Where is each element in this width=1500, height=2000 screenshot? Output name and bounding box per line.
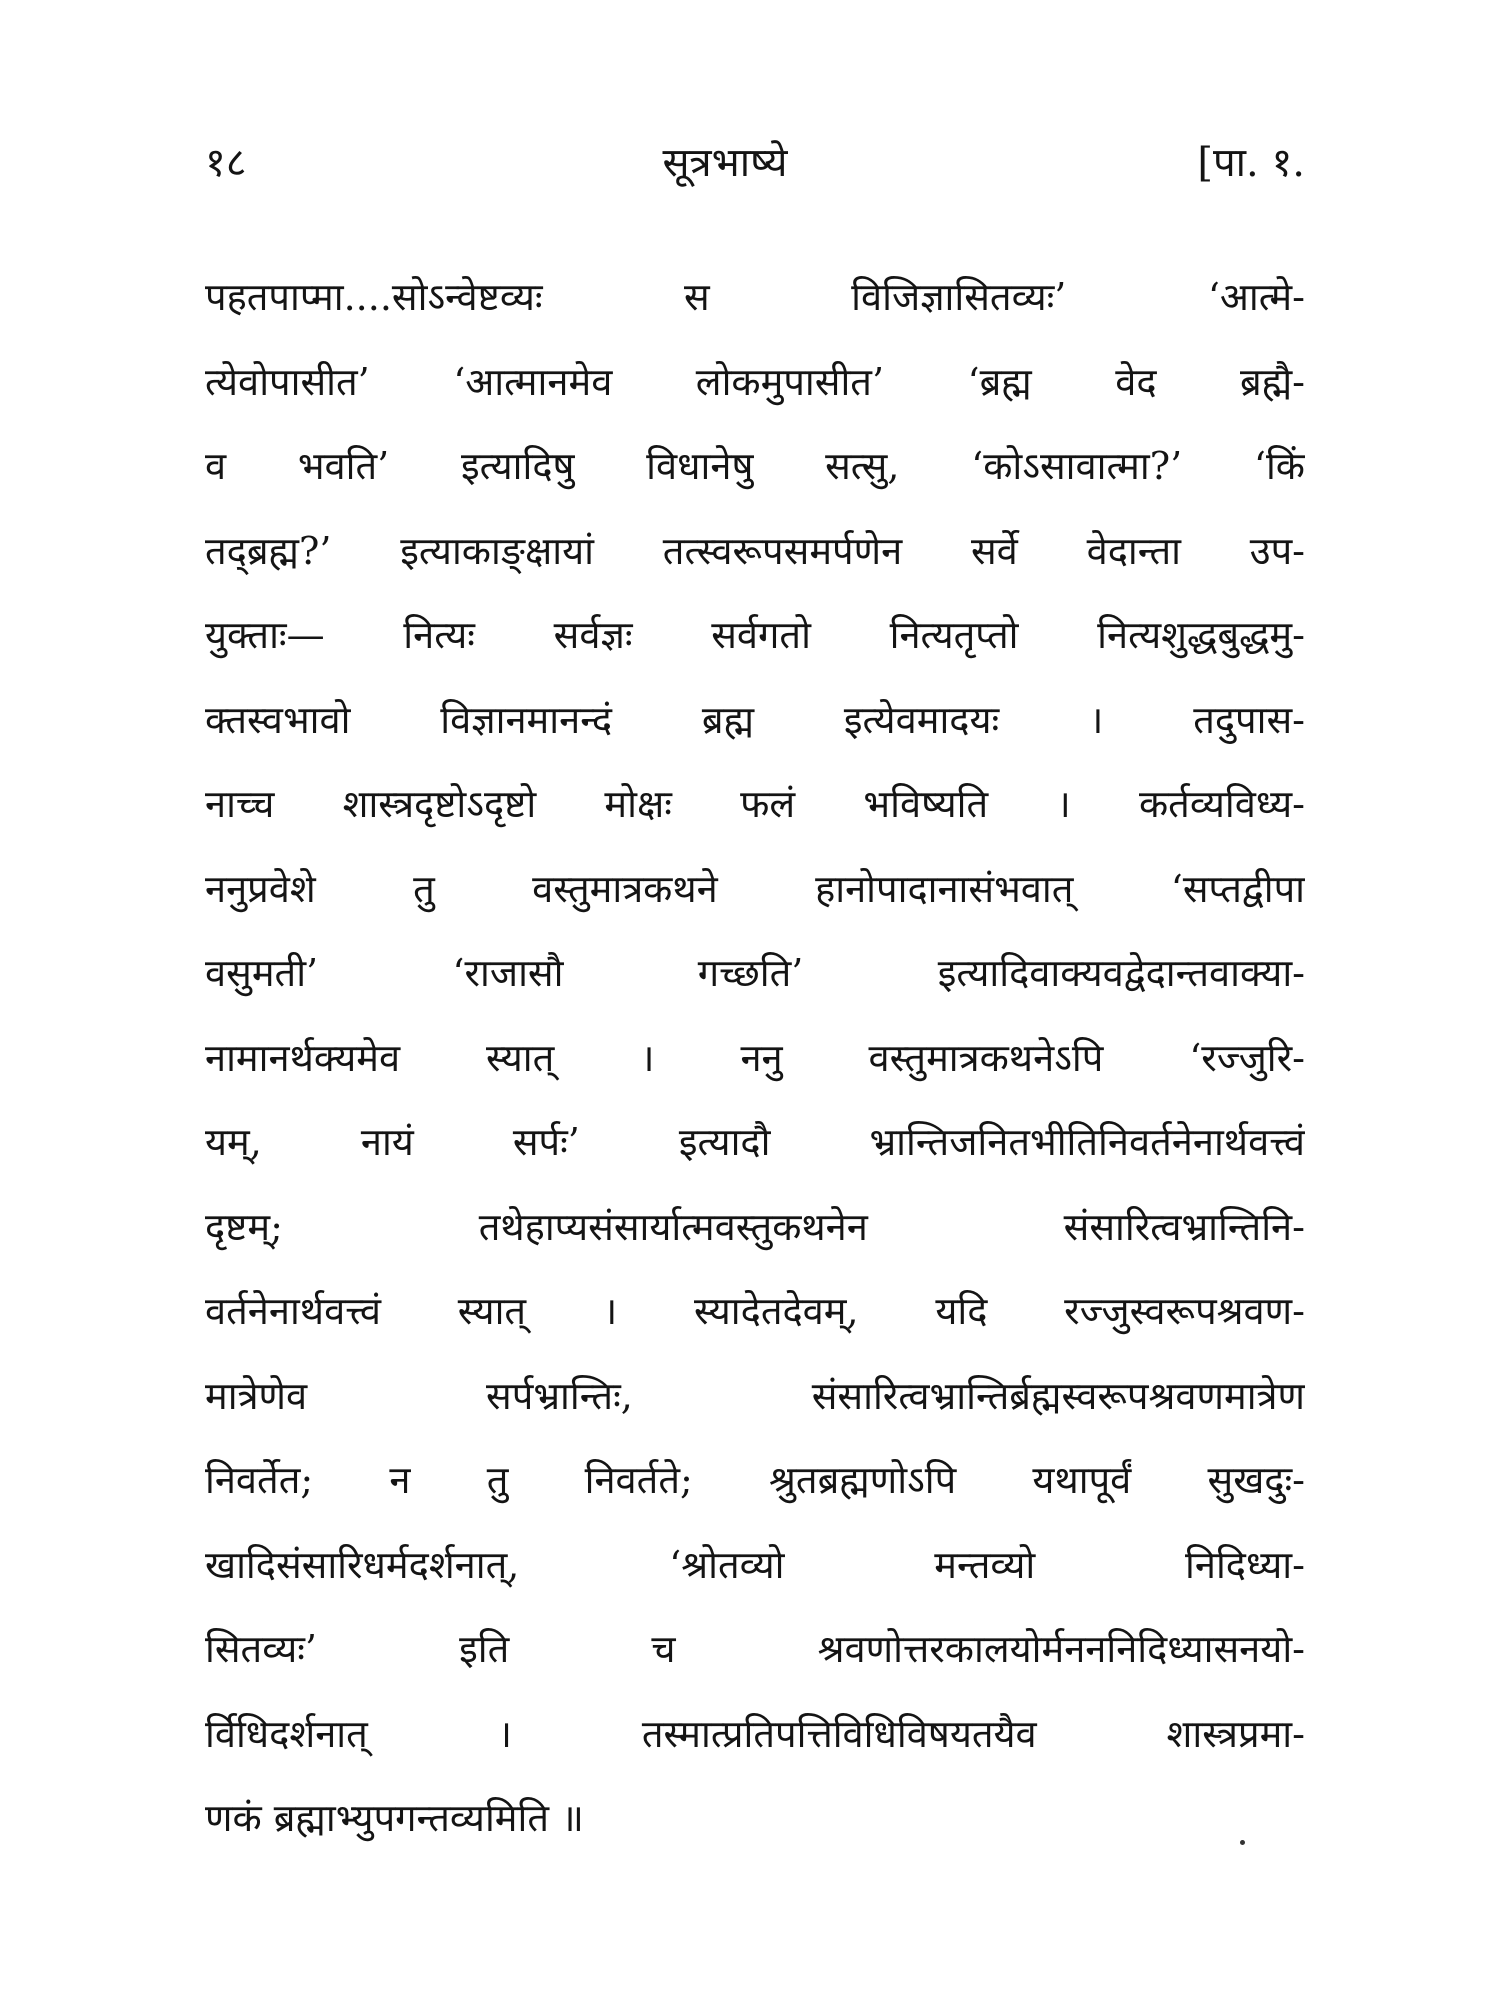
- text-line: त्येवोपासीत’ ‘आत्मानमेव लोकमुपासीत’ ‘ब्रह्म वेद ब्रह्मै-: [205, 359, 1305, 404]
- section-reference: [पा. १.: [1197, 140, 1305, 186]
- print-speck: [1240, 1840, 1245, 1845]
- page-number: १८: [205, 140, 247, 186]
- book-title: सूत्रभाष्ये: [662, 140, 788, 186]
- text-line: युक्ताः— नित्यः सर्वज्ञः सर्वगतो नित्यतृप्तो नित्यशुद्धबुद्धमु-: [205, 613, 1305, 657]
- text-line: ननुप्रवेशे तु वस्तुमात्रकथने हानोपादानासंभवात् ‘सप्तद्वीपा: [205, 866, 1305, 911]
- text-line: मात्रेणेव सर्पभ्रान्तिः, संसारित्वभ्रान्तिर्ब्रह्मस्वरूपश्रवणमात्रेण: [205, 1373, 1305, 1418]
- text-line: सितव्यः’ इति च श्रवणोत्तरकालयोर्मनननिदिध्यासनयो-: [205, 1627, 1305, 1671]
- running-head: [205, 128, 1305, 198]
- text-line: दृष्टम्; तथेहाप्यसंसार्यात्मवस्तुकथनेन संसारित्वभ्रान्तिनि-: [205, 1204, 1305, 1249]
- text-line: व भवति’ इत्यादिषु विधानेषु सत्सु, ‘कोऽसावात्मा?’ ‘किं: [205, 444, 1305, 488]
- text-line: निवर्तेत; न तु निवर्तते; श्रुतब्रह्मणोऽपि यथापूर्वं सुखदुः-: [205, 1458, 1305, 1502]
- text-line: नाच्च शास्त्रदृष्टोऽदृष्टो मोक्षः फलं भविष्यति । कर्तव्यविध्य-: [205, 782, 1305, 826]
- body-text: [205, 255, 1305, 1861]
- text-line: क्तस्वभावो विज्ञानमानन्दं ब्रह्म इत्येवमादयः । तदुपास-: [205, 697, 1305, 742]
- text-line: नामानर्थक्यमेव स्यात् । ननु वस्तुमात्रकथनेऽपि ‘रज्जुरि-: [205, 1035, 1305, 1080]
- text-line: तद्ब्रह्म?’ इत्याकाङ्क्षायां तत्स्वरूपसमर्पणेन सर्वे वेदान्ता उप-: [205, 528, 1305, 573]
- text-line: वसुमती’ ‘राजासौ गच्छति’ इत्यादिवाक्यवद्वेदान्तवाक्या-: [205, 951, 1305, 995]
- text-line: र्विधिदर्शनात् । तस्मात्प्रतिपत्तिविधिविषयतयैव शास्त्रप्रमा-: [205, 1711, 1305, 1756]
- text-line: खादिसंसारिधर्मदर्शनात्, ‘श्रोतव्यो मन्तव्यो निदिध्या-: [205, 1542, 1305, 1587]
- text-line: यम्, नायं सर्पः’ इत्यादौ भ्रान्तिजनितभीतिनिवर्तनेनार्थवत्त्वं: [205, 1120, 1305, 1164]
- text-line: वर्तनेनार्थवत्त्वं स्यात् । स्यादेतदेवम्, यदि रज्जुस्वरूपश्रवण-: [205, 1289, 1305, 1333]
- text-line: पहतपाप्मा....सोऽन्वेष्टव्यः स विजिज्ञासितव्यः’ ‘आत्मे-: [205, 275, 1305, 319]
- text-line-last: णकं ब्रह्माभ्युपगन्तव्यमिति ॥: [205, 1796, 584, 1840]
